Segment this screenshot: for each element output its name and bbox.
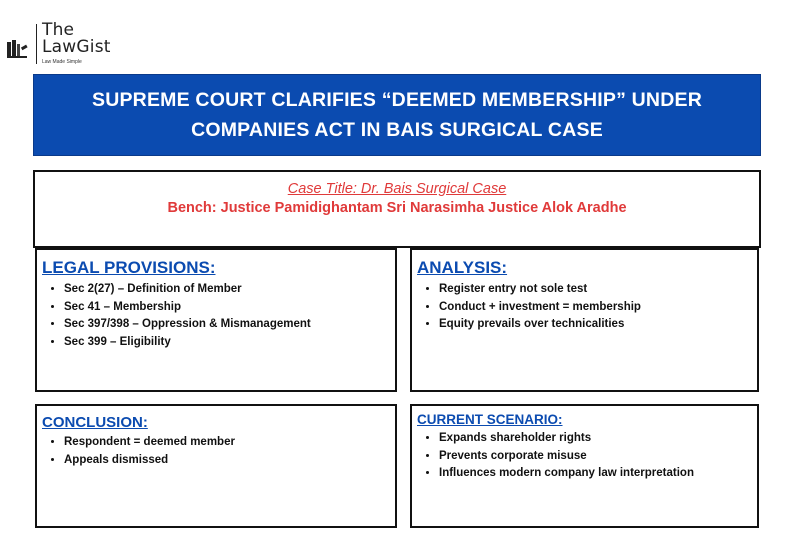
case-title: Case Title: Dr. Bais Surgical Case: [287, 181, 507, 197]
list-item: • Conduct + investment = membership: [439, 299, 757, 317]
headline-banner: [33, 74, 761, 156]
conclusion-heading: CONCLUSION:: [42, 414, 148, 431]
list-item: • Register entry not sole test: [439, 281, 757, 299]
list-item: • Sec 2(27) – Definition of Member: [64, 281, 395, 299]
logo-wordmark: [42, 22, 111, 56]
list-item: • Sec 397/398 – Oppression & Mismanagement: [64, 316, 395, 334]
logo-tagline: Law Made Simple: [42, 59, 82, 65]
current-scenario-heading: CURRENT SCENARIO:: [417, 412, 563, 427]
case-bench: Bench: Justice Pamidighantam Sri Narasimha Justice Alok Aradhe: [167, 200, 627, 216]
list-item: • Influences modern company law interpretation: [439, 465, 757, 483]
current-scenario-panel: [410, 404, 759, 528]
list-item: • Prevents corporate misuse: [439, 448, 757, 466]
conclusion-panel: [35, 404, 397, 528]
legal-provisions-heading: LEGAL PROVISIONS:: [42, 258, 216, 277]
current-scenario-list: [412, 430, 757, 483]
analysis-list: [412, 281, 757, 334]
lawgist-logo: [6, 22, 126, 68]
conclusion-list: [37, 434, 395, 469]
logo-divider: [36, 24, 37, 64]
headline-title: SUPREME COURT CLARIFIES “DEEMED MEMBERSHIP” UNDER COMPANIES ACT IN BAIS SURGICAL CASE: [91, 89, 702, 141]
list-item: • Sec 41 – Membership: [64, 299, 395, 317]
logo-line2: LawGist: [42, 37, 111, 57]
list-item: • Respondent = deemed member: [64, 434, 395, 452]
list-item: • Equity prevails over technicalities: [439, 316, 757, 334]
analysis-heading: ANALYSIS:: [417, 258, 508, 277]
analysis-panel: [410, 248, 759, 392]
books-gavel-icon: [6, 36, 28, 58]
case-info-box: [33, 170, 761, 248]
legal-provisions-list: [37, 281, 395, 351]
list-item: • Expands shareholder rights: [439, 430, 757, 448]
list-item: • Appeals dismissed: [64, 452, 395, 470]
list-item: • Sec 399 – Eligibility: [64, 334, 395, 352]
logo-line1: The: [42, 20, 75, 40]
legal-provisions-panel: [35, 248, 397, 392]
